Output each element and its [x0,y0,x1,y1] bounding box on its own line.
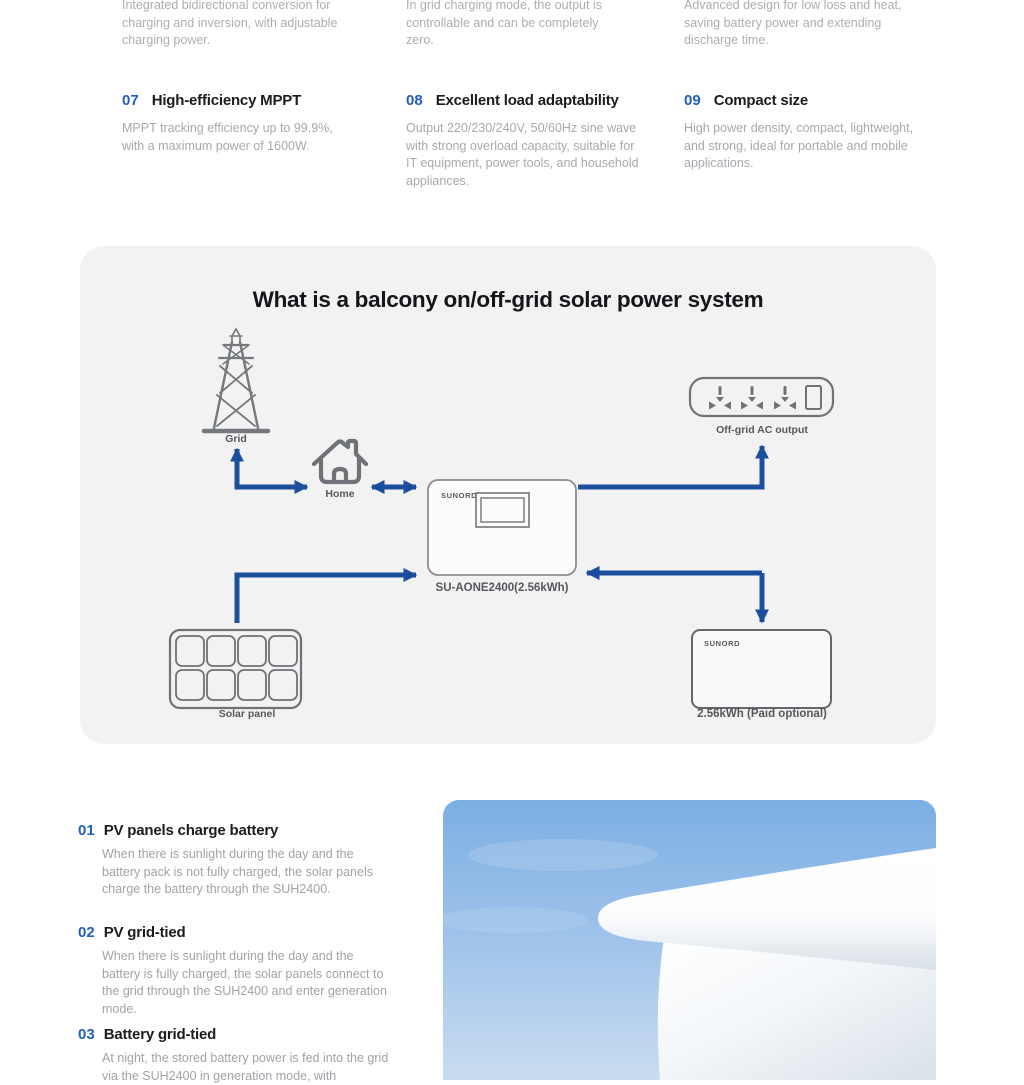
feature-desc-partial-3: Advanced design for low loss and heat, saving battery power and extending discharge time. [684,0,902,47]
feature-number: 07 [122,92,139,109]
arrow-inverter-to-outlet [578,446,762,487]
mode-item-03 [78,1026,430,1085]
feature-desc: Output 220/230/240V, 50/60Hz sine wave with strong overload capacity, suitable for IT equipment, power tools, and household appliances. [406,121,639,188]
mode-title: PV panels charge battery [103,822,279,839]
solar-panel-icon [170,630,301,708]
feature-desc-partial-1: Integrated bidirectional conversion for charging and inversion, with adjustable charging power. [122,0,338,47]
feature-title: High-efficiency MPPT [151,92,302,109]
mode-desc: When there is sunlight during the day and the battery is fully charged, the solar panels connect to the grid through the SUH2400 and enter generation mode. [102,949,387,1016]
battery-brand: SUNORD [704,639,741,648]
feature-desc: High power density, compact, lightweight, and strong, ideal for portable and mobile applications. [684,121,914,170]
mode-desc: At night, the stored battery power is fed into the grid via the SUH2400 in generation mode, with [102,1051,389,1083]
cloud [443,907,588,933]
feature-number: 08 [406,92,423,109]
mode-number: 02 [78,924,95,941]
inverter-box [428,480,576,575]
home-label: Home [325,488,355,500]
mode-title: PV grid-tied [103,924,186,941]
feature-desc-partial-2: In grid charging mode, the output is controllable and can be completely zero. [406,0,602,47]
outlet-label: Off-grid AC output [716,424,808,436]
feature-number: 09 [684,92,701,109]
grid-tower-icon [204,329,268,431]
inverter-brand: SUNORD [441,491,478,500]
home-icon [314,441,366,482]
mode-desc: When there is sunlight during the day and the battery pack is not fully charged, the solar panels charge the battery through the SUH2400. [102,847,373,896]
grid-label: Grid [225,433,247,445]
solar-label: Solar panel [218,708,276,720]
mode-item-01 [78,822,430,899]
arrow-to-grid-and-home [237,449,307,487]
arrow-solar-to-inverter [237,575,416,623]
mode-item-02 [78,924,430,1018]
solar-system-diagram-panel [80,246,936,744]
hero-illustration [443,800,936,1080]
inverter-label: SU-AONE2400(2.56kWh) [435,582,569,594]
cloud [468,839,658,871]
battery-label: 2.56kWh (Paid optional) [697,708,827,720]
ac-outlet-icon [690,378,833,416]
feature-item-07 [122,92,354,155]
mode-number: 03 [78,1026,95,1043]
panel-title: What is a balcony on/off-grid solar power system [252,287,764,312]
feature-item-08 [406,92,646,190]
battery-box [692,630,831,708]
mode-number: 01 [78,822,95,839]
feature-title: Compact size [713,92,808,109]
feature-desc: MPPT tracking efficiency up to 99.9%, with a maximum power of 1600W. [122,121,333,153]
feature-item-09 [684,92,924,173]
feature-title: Excellent load adaptability [435,92,619,109]
mode-title: Battery grid-tied [103,1026,217,1043]
system-diagram [80,246,936,744]
hero-image-balcony-sky [443,800,936,1080]
